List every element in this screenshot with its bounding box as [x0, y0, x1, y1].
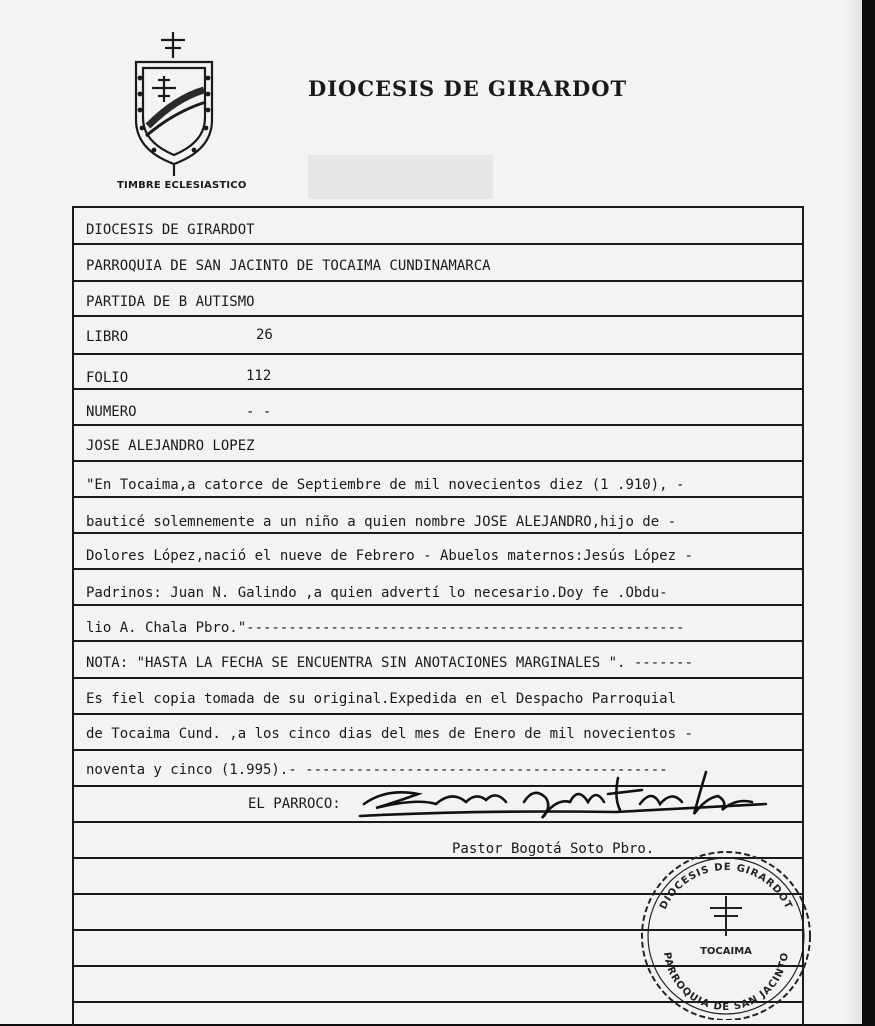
form-rule: [74, 532, 802, 534]
baptism-record-form: [72, 206, 804, 1026]
form-rule: [74, 388, 802, 390]
folio-label: FOLIO: [86, 370, 129, 386]
form-rule: [74, 460, 802, 462]
form-rule: [74, 604, 802, 606]
form-rule: [74, 496, 802, 498]
timbre-label: TIMBRE ECLESIASTICO: [117, 180, 247, 191]
diocese-row: DIOCESIS DE GIRARDOT: [86, 222, 255, 238]
diocese-crest-icon: [128, 28, 220, 178]
form-rule: [74, 749, 802, 751]
record-text-line: Dolores López,nació el nueve de Febrero - Abuelos maternos:Jesús López -: [86, 548, 693, 564]
form-rule: [74, 640, 802, 642]
form-rule: [74, 280, 802, 282]
priest-printed-name: Pastor Bogotá Soto Pbro.: [452, 841, 655, 857]
record-text-line: lio A. Chala Pbro."----------------------------------------------------: [86, 620, 685, 636]
libro-label: LIBRO: [86, 329, 129, 345]
form-rule: [74, 713, 802, 715]
folio-value: 112: [246, 368, 272, 384]
form-rule: [74, 315, 802, 317]
priest-signature: [356, 768, 776, 838]
parish-seal: [630, 844, 820, 1020]
parish-row: PARROQUIA DE SAN JACINTO DE TOCAIMA CUNDINAMARCA: [86, 258, 491, 274]
scan-smudge: [308, 155, 493, 199]
form-rule: [74, 424, 802, 426]
seal-center-text: TOCAIMA: [700, 946, 752, 957]
record-text-line: noventa y cinco (1.995).- -------------------------------------------: [86, 762, 668, 778]
svg-text:PARROQUIA DE SAN JACINTO: [661, 951, 791, 1013]
page-edge: [845, 0, 862, 1024]
numero-value: - -: [246, 404, 272, 420]
form-rule: [74, 677, 802, 679]
record-text-line: Padrinos: Juan N. Galindo ,a quien advertí lo necesario.Doy fe .Obdu-: [86, 585, 668, 601]
parroco-label: EL PARROCO:: [248, 796, 341, 812]
person-name: JOSE ALEJANDRO LOPEZ: [86, 438, 255, 454]
form-rule: [74, 243, 802, 245]
numero-label: NUMERO: [86, 404, 137, 420]
seal-top-text: DIOCESIS DE GIRARDOT: [658, 861, 794, 912]
form-rule: [74, 353, 802, 355]
record-text-line: de Tocaima Cund. ,a los cinco dias del mes de Enero de mil novecientos -: [86, 726, 693, 742]
seal-bottom-text: PARROQUIA DE SAN JACINTO: [661, 951, 791, 1014]
record-type-row: PARTIDA DE B AUTISMO: [86, 294, 255, 310]
record-text-line: "En Tocaima,a catorce de Septiembre de mil novecientos diez (1 .910), -: [86, 477, 685, 493]
record-note-line: NOTA: "HASTA LA FECHA SE ENCUENTRA SIN ANOTACIONES MARGINALES ". -------: [86, 655, 693, 671]
page-title: DIOCESIS DE GIRARDOT: [308, 76, 628, 101]
libro-value: 26: [256, 327, 273, 343]
record-text-line: bauticé solemnemente a un niño a quien nombre JOSE ALEJANDRO,hijo de -: [86, 514, 677, 530]
form-rule: [74, 568, 802, 570]
record-text-line: Es fiel copia tomada de su original.Expedida en el Despacho Parroquial: [86, 691, 677, 707]
